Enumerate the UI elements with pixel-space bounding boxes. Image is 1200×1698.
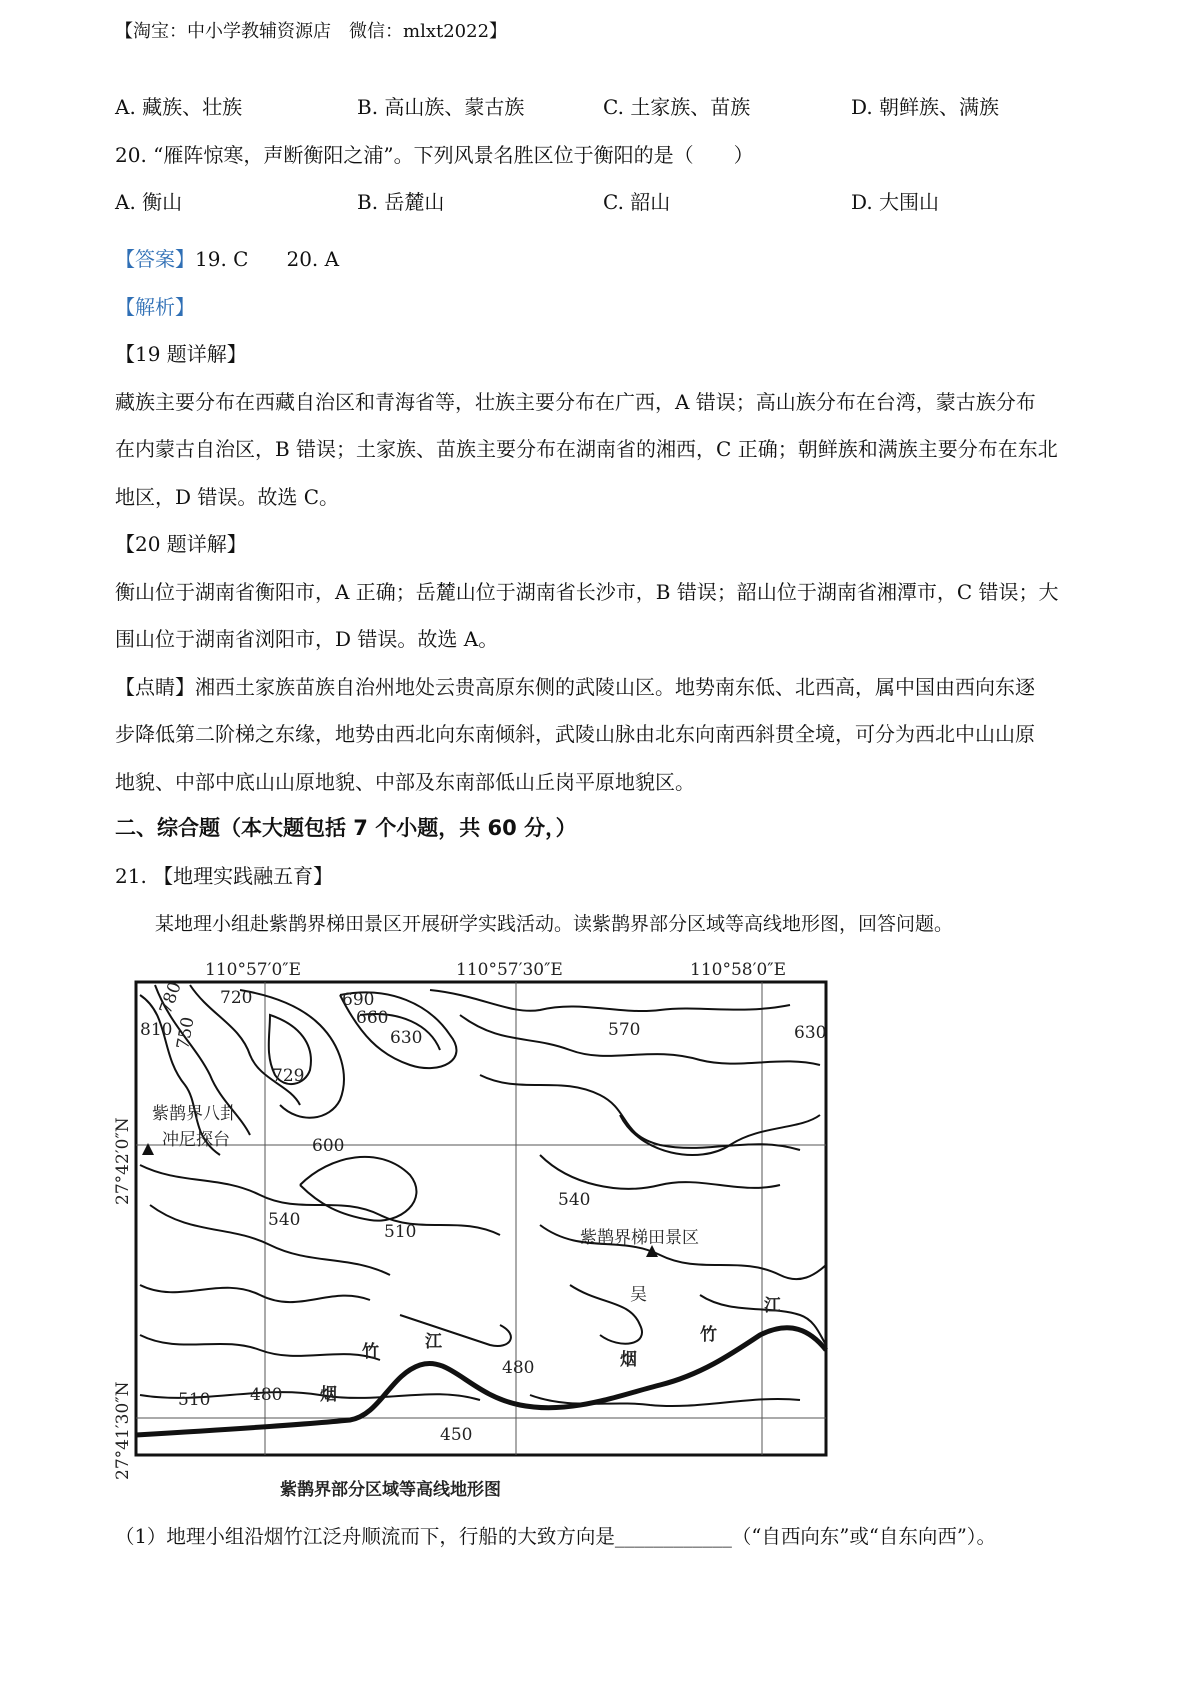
river-label: 竹 (700, 1325, 717, 1345)
contour-label: 780 (155, 979, 186, 1017)
river-label: 江 (425, 1332, 442, 1352)
river-label: 江 (764, 1296, 781, 1316)
option-letter: A. (115, 190, 136, 214)
detail20-title: 【20 题详解】 (115, 532, 247, 556)
contour-label: 540 (558, 1190, 591, 1210)
place-label: 紫鹊界八卦 (152, 1104, 237, 1124)
answer-q19: 19. C (195, 247, 249, 271)
option-text: 土家族、苗族 (630, 95, 751, 119)
lon-label: 110°57′0″E (205, 960, 302, 980)
detail20-line: 衡山位于湖南省衡阳市，A 正确；岳麓山位于湖南省长沙市，B 错误；韶山位于湖南省湘潭市，C 错误；大 (115, 580, 1059, 604)
q20-option-c[interactable] (603, 188, 670, 216)
contour-label: 630 (390, 1028, 423, 1048)
contour-label: 630 (794, 1023, 827, 1043)
detail20-line: 围山位于湖南省浏阳市，D 错误。故选 A。 (115, 627, 499, 651)
detail19-line: 地区，D 错误。故选 C。 (115, 485, 340, 509)
dianjing-line: 地貌、中部中底山山原地貌、中部及东南部低山丘岗平原地貌区。 (115, 770, 695, 794)
lat-label: 27°42′0″N (113, 1117, 133, 1205)
dianjing-line: 步降低第二阶梯之东缘，地势由西北向东南倾斜，武陵山脉由北东向南西斜贯全境，可分为西北中山山原 (115, 722, 1035, 746)
option-text: 藏族、壮族 (142, 95, 243, 119)
q19-option-d[interactable] (851, 93, 999, 121)
river-label: 烟 (620, 1350, 637, 1370)
q21-intro: 某地理小组赴紫鹊界梯田景区开展研学实践活动。读紫鹊界部分区域等高线地形图，回答问题。 (155, 913, 954, 935)
contour-label: 750 (173, 1015, 199, 1051)
contour-label: 690 (342, 990, 375, 1010)
option-letter: D. (851, 190, 873, 214)
contour-label: 510 (178, 1390, 211, 1410)
q19-option-b[interactable] (357, 93, 524, 121)
contour-label: 540 (268, 1210, 301, 1230)
contour-label: 720 (220, 988, 253, 1008)
detail19-line: 在内蒙古自治区，B 错误；土家族、苗族主要分布在湖南省的湘西，C 正确；朝鲜族和满族主要分布在东北 (115, 437, 1058, 461)
contour-label: 810 (140, 1020, 173, 1040)
lon-label: 110°57′30″E (456, 960, 563, 980)
option-letter: B. (357, 190, 379, 214)
option-text: 朝鲜族、满族 (879, 95, 1000, 119)
answer-label: 【答案】 (115, 247, 195, 271)
map-frame (136, 982, 826, 1455)
q21-sub1: （1）地理小组沿烟竹江泛舟顺流而下，行船的大致方向是____________（“自西向东”或“自东向西”）。 (115, 1525, 997, 1548)
header-watermark: 【淘宝：中小学教辅资源店 微信：mlxt2022】 (115, 21, 508, 42)
lat-label: 27°41′30″N (113, 1381, 133, 1480)
option-text: 韶山 (630, 190, 671, 214)
place-label: 紫鹊界梯田景区 (580, 1228, 699, 1248)
village-label: 吴 (630, 1285, 647, 1305)
contour-label: 570 (608, 1020, 641, 1040)
contour-map (100, 955, 840, 1510)
option-letter: A. (115, 95, 136, 119)
contour-label: 660 (356, 1008, 389, 1028)
map-caption: 紫鹊界部分区域等高线地形图 (280, 1480, 501, 1500)
river-label: 竹 (362, 1342, 379, 1362)
option-letter: B. (357, 95, 379, 119)
section2-title: 二、综合题（本大题包括 7 个小题，共 60 分，） (115, 816, 577, 840)
option-letter: D. (851, 95, 873, 119)
q19-option-a[interactable] (115, 93, 242, 121)
contour-label: 480 (250, 1385, 283, 1405)
contour-label: 510 (384, 1222, 417, 1242)
q20-option-b[interactable] (357, 188, 444, 216)
lon-label: 110°58′0″E (690, 960, 787, 980)
q21-title: 21. 【地理实践融五育】 (115, 864, 334, 888)
detail19-line: 藏族主要分布在西藏自治区和青海省等，壮族主要分布在广西，A 错误；高山族分布在台湾，蒙古族分布 (115, 390, 1036, 414)
answer-q20: 20. A (286, 247, 340, 271)
option-letter: C. (603, 190, 624, 214)
q20-option-d[interactable] (851, 188, 939, 216)
option-text: 高山族、蒙古族 (384, 95, 525, 119)
contour-label: 600 (312, 1136, 345, 1156)
analysis-label: 【解析】 (115, 295, 195, 319)
contour-label: 450 (440, 1425, 473, 1445)
contour-label: 729 (272, 1066, 305, 1086)
detail19-title: 【19 题详解】 (115, 342, 247, 366)
option-text: 大围山 (879, 190, 940, 214)
river-label: 烟 (320, 1385, 337, 1405)
q19-option-c[interactable] (603, 93, 750, 121)
answer-line (115, 245, 339, 273)
option-text: 衡山 (142, 190, 183, 214)
place-label: 冲尼探台 (162, 1130, 230, 1150)
q20-option-a[interactable] (115, 188, 182, 216)
option-text: 岳麓山 (384, 190, 445, 214)
dianjing-line: 【点睛】湘西土家族苗族自治州地处云贵高原东侧的武陵山区。地势南东低、北西高，属中国由西向东逐 (115, 675, 1035, 699)
contour-label: 480 (502, 1358, 535, 1378)
q20-stem: 20. “雁阵惊寒，声断衡阳之浦”。下列风景名胜区位于衡阳的是（ ） (115, 143, 754, 167)
option-letter: C. (603, 95, 624, 119)
